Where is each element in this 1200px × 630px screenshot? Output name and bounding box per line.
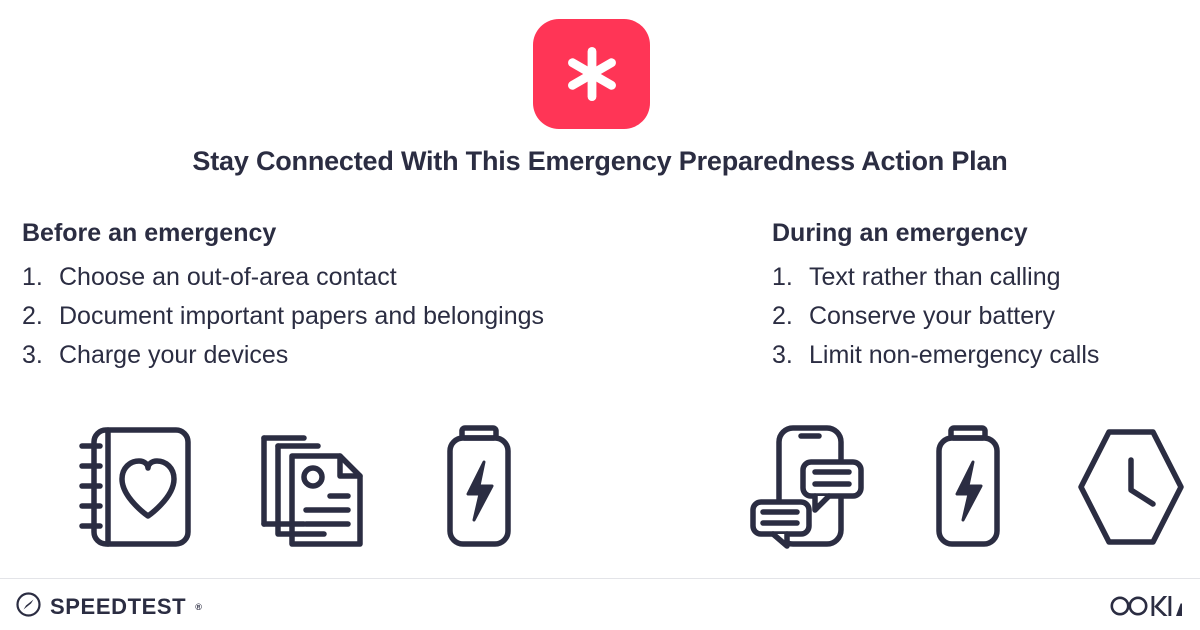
list-item xyxy=(772,336,1192,375)
asterisk-icon xyxy=(563,45,621,103)
icon-row-during xyxy=(745,422,1175,552)
list-item xyxy=(772,297,1192,336)
column-before-emergency xyxy=(22,220,742,375)
list-item xyxy=(772,258,1192,297)
step-number: 2. xyxy=(772,301,793,330)
step-text: Text rather than calling xyxy=(809,262,1061,291)
step-number: 3. xyxy=(22,340,43,369)
footer-divider xyxy=(0,578,1200,579)
speedtest-wordmark: SPEEDTEST xyxy=(50,594,187,619)
step-text: Limit non-emergency calls xyxy=(809,340,1100,369)
notebook-heart-icon xyxy=(78,422,198,552)
step-text: Choose an out-of-area contact xyxy=(59,262,397,291)
list-item xyxy=(22,336,742,375)
speedtest-mark-icon xyxy=(16,592,41,622)
battery-bolt-icon xyxy=(434,422,524,552)
step-number: 1. xyxy=(772,262,793,291)
ookla-logo xyxy=(1110,594,1182,623)
battery-bolt-icon xyxy=(923,422,1013,552)
speedtest-footer-logo xyxy=(16,592,202,622)
step-text: Conserve your battery xyxy=(809,301,1055,330)
column-title-during: During an emergency xyxy=(772,219,1028,247)
steps-list-during xyxy=(772,258,1192,375)
speedtest-logo-badge xyxy=(533,19,650,129)
step-text: Document important papers and belongings xyxy=(59,301,545,330)
steps-list-before xyxy=(22,258,742,375)
list-item xyxy=(22,297,742,336)
column-during-emergency xyxy=(772,220,1192,375)
page-title: Stay Connected With This Emergency Preparedness Action Plan xyxy=(192,146,1008,176)
list-item xyxy=(22,258,742,297)
hexagon-clock-icon xyxy=(1071,422,1191,552)
ookla-wordmark-icon xyxy=(1110,594,1182,623)
step-number: 3. xyxy=(772,340,793,369)
step-number: 2. xyxy=(22,301,43,330)
icon-row-before xyxy=(78,422,508,552)
column-title-before: Before an emergency xyxy=(22,219,277,247)
documents-stack-icon xyxy=(256,422,376,552)
step-number: 1. xyxy=(22,262,43,291)
step-text: Charge your devices xyxy=(59,340,289,369)
phone-message-icon xyxy=(745,422,865,552)
speedtest-trademark: ® xyxy=(195,602,202,612)
